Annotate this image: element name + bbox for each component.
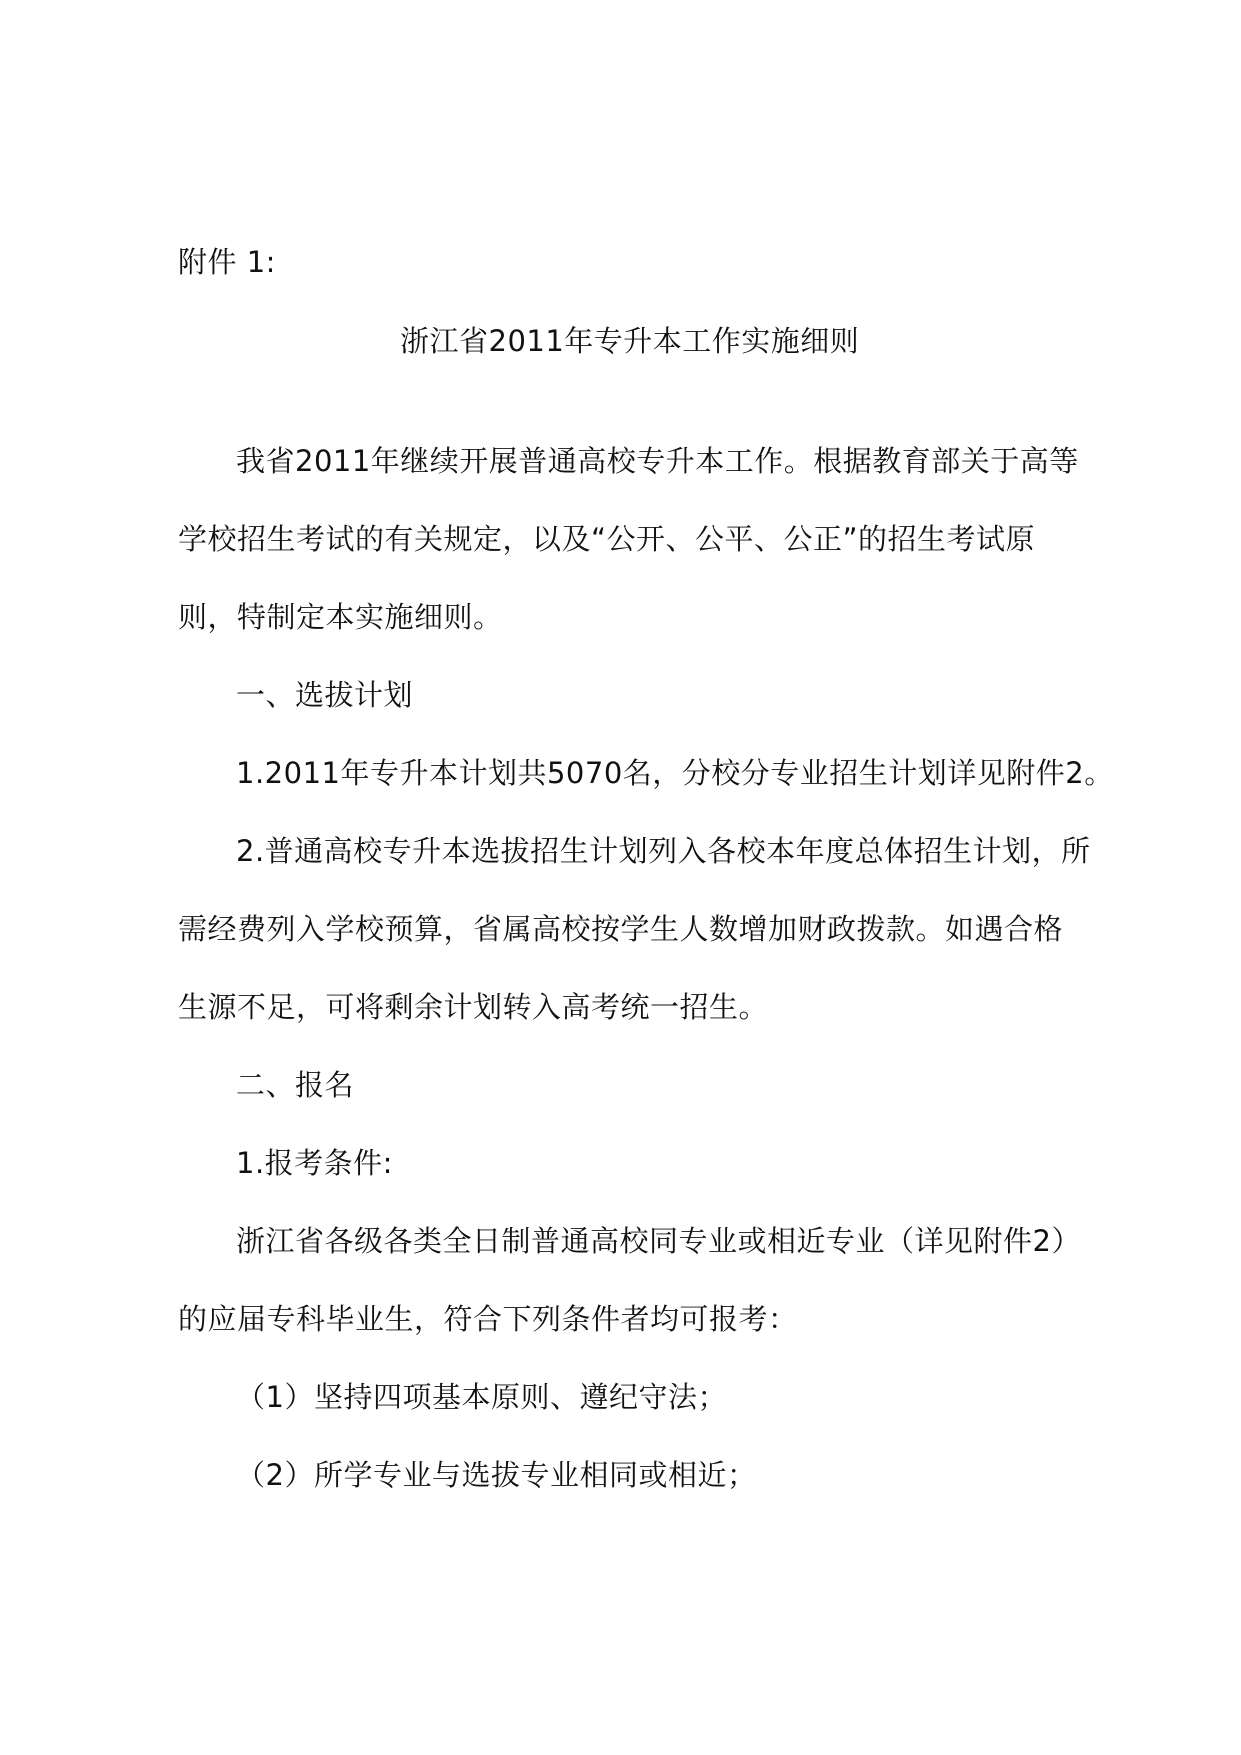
condition-1: （1）坚持四项基本原则、遵纪守法； xyxy=(236,1380,727,1414)
section-heading-registration: 二、报名 xyxy=(236,1068,355,1102)
plan-item-2-line-1: 2.普通高校专升本选拔招生计划列入各校本年度总体招生计划，所 xyxy=(236,834,1091,868)
registration-para-line-1: 浙江省各级各类全日制普通高校同专业或相近专业（详见附件2） xyxy=(236,1224,1081,1258)
section-heading-plan: 一、选拔计划 xyxy=(236,678,414,712)
page-title: 浙江省2011年专升本工作实施细则 xyxy=(400,324,860,358)
condition-2: （2）所学专业与选拔专业相同或相近； xyxy=(236,1458,757,1492)
plan-item-2-line-3: 生源不足，可将剩余计划转入高考统一招生。 xyxy=(178,990,769,1024)
registration-sub-1: 1.报考条件: xyxy=(236,1146,393,1180)
intro-line-1: 我省2011年继续开展普通高校专升本工作。根据教育部关于高等 xyxy=(236,444,1079,478)
intro-line-2: 学校招生考试的有关规定，以及“公开、公平、公正”的招生考试原 xyxy=(178,522,1036,556)
plan-item-1: 1.2011年专升本计划共5070名，分校分专业招生计划详见附件2。 xyxy=(236,756,1114,790)
plan-item-2-line-2: 需经费列入学校预算，省属高校按学生人数增加财政拨款。如遇合格 xyxy=(178,912,1064,946)
attachment-label: 附件 1: xyxy=(178,245,276,279)
intro-line-3: 则，特制定本实施细则。 xyxy=(178,600,503,634)
registration-para-line-2: 的应届专科毕业生，符合下列条件者均可报考： xyxy=(178,1302,798,1336)
